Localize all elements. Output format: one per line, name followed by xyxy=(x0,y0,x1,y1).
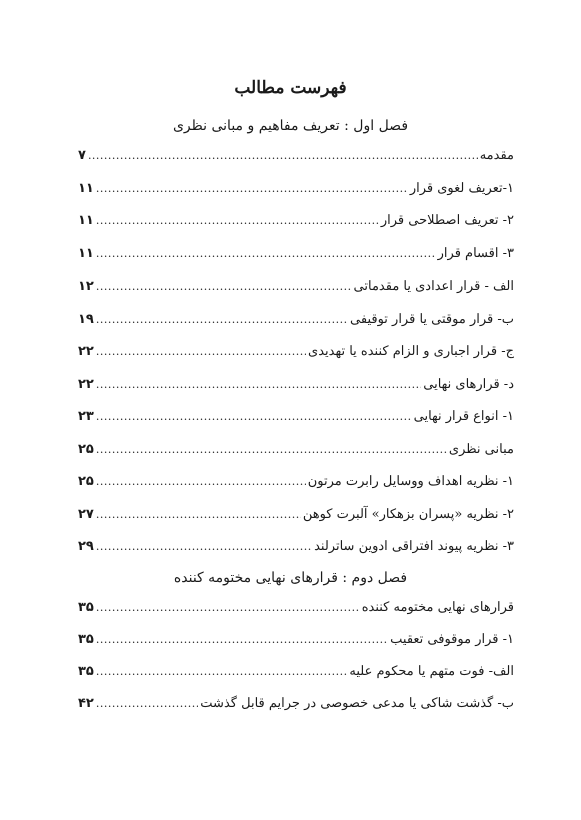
entry-page: ۳۵ xyxy=(78,600,94,615)
toc-entry xyxy=(78,279,514,301)
entry-page: ۳۵ xyxy=(78,664,94,679)
toc-entry xyxy=(78,442,514,464)
entry-page: ۱۱ xyxy=(78,213,94,228)
entry-label: قرارهای نهایی مختومه کننده xyxy=(361,600,514,615)
dot-leader xyxy=(96,633,388,646)
entry-page: ۳۵ xyxy=(78,632,94,647)
entry-label: ۱-تعریف لغوی قرار xyxy=(409,181,514,196)
entry-page: ۲۷ xyxy=(78,507,94,522)
entry-page: ۱۱ xyxy=(78,246,94,261)
dot-leader xyxy=(96,182,408,195)
entry-page: ۲۵ xyxy=(78,474,94,489)
toc-entry xyxy=(78,312,514,334)
toc-entry xyxy=(78,507,514,529)
toc-entry xyxy=(78,246,514,268)
toc-entry xyxy=(78,377,514,399)
entry-page: ۱۹ xyxy=(78,312,94,327)
dot-leader xyxy=(96,540,312,553)
toc-entry xyxy=(78,148,514,170)
dot-leader xyxy=(96,280,352,293)
entry-page: ۱۲ xyxy=(78,279,94,294)
dot-leader xyxy=(96,313,348,326)
entry-page: ۱۱ xyxy=(78,181,94,196)
dot-leader xyxy=(96,665,348,678)
dot-leader xyxy=(96,508,301,521)
dot-leader xyxy=(96,247,436,260)
entry-label: ۱- انواع قرار نهایی xyxy=(413,409,514,424)
entry-label: ۳- اقسام قرار xyxy=(437,246,514,261)
entry-label: مقدمه xyxy=(479,148,514,163)
entry-label: الف - قرار اعدادی یا مقدماتی xyxy=(353,279,514,294)
toc-entry xyxy=(78,409,514,431)
entry-label: ۲- تعریف اصطلاحی قرار xyxy=(380,213,514,228)
page-title: فهرست مطالب xyxy=(234,78,347,98)
toc-entry xyxy=(78,344,514,366)
entry-label: ب- قرار موقتی یا قرار توقیفی xyxy=(350,312,514,327)
dot-leader xyxy=(96,378,421,391)
dot-leader xyxy=(96,214,379,227)
entry-label: ب- گذشت شاکی یا مدعی خصوصی در جرایم قابل گذشت xyxy=(200,696,514,711)
chapter-heading: فصل اول : تعریف مفاهیم و مبانی نظری xyxy=(172,118,409,134)
toc-entry xyxy=(78,664,514,686)
dot-leader xyxy=(88,149,478,162)
entry-label: الف- فوت متهم یا محکوم علیه xyxy=(349,664,514,679)
entry-label: ۱- نظریه اهداف ووسایل رابرت مرتون xyxy=(307,474,514,489)
entry-label: د- قرارهای نهایی xyxy=(423,377,514,392)
dot-leader xyxy=(96,345,306,358)
entry-page: ۴۲ xyxy=(78,696,94,711)
toc-entry xyxy=(78,539,514,561)
entry-label: مبانی نظری xyxy=(448,442,514,457)
toc-entry xyxy=(78,696,514,718)
dot-leader xyxy=(96,697,198,710)
entry-page: ۲۹ xyxy=(78,539,94,554)
chapter-heading: فصل دوم : قرارهای نهایی مختومه کننده xyxy=(173,570,408,586)
entry-label: ج- قرار اجباری و الزام کننده یا تهدیدی xyxy=(308,344,514,359)
entry-label: ۲- نظریه «پسران بزهکار» آلبرت کوهن xyxy=(302,507,514,522)
toc-entry xyxy=(78,474,514,496)
entry-page: ۷ xyxy=(78,148,86,163)
toc-entry xyxy=(78,632,514,654)
dot-leader xyxy=(96,443,447,456)
dot-leader xyxy=(96,475,306,488)
entry-page: ۲۲ xyxy=(78,377,94,392)
toc-entry xyxy=(78,600,514,622)
toc-entry xyxy=(78,181,514,203)
entry-page: ۲۵ xyxy=(78,442,94,457)
entry-page: ۲۳ xyxy=(78,409,94,424)
dot-leader xyxy=(96,601,360,614)
entry-page: ۲۲ xyxy=(78,344,94,359)
entry-label: ۳- نظریه پیوند افتراقی ادوین ساترلند xyxy=(314,539,514,554)
dot-leader xyxy=(96,410,412,423)
entry-label: ۱- قرار موقوفی تعقیب xyxy=(390,632,514,647)
toc-entry xyxy=(78,213,514,235)
